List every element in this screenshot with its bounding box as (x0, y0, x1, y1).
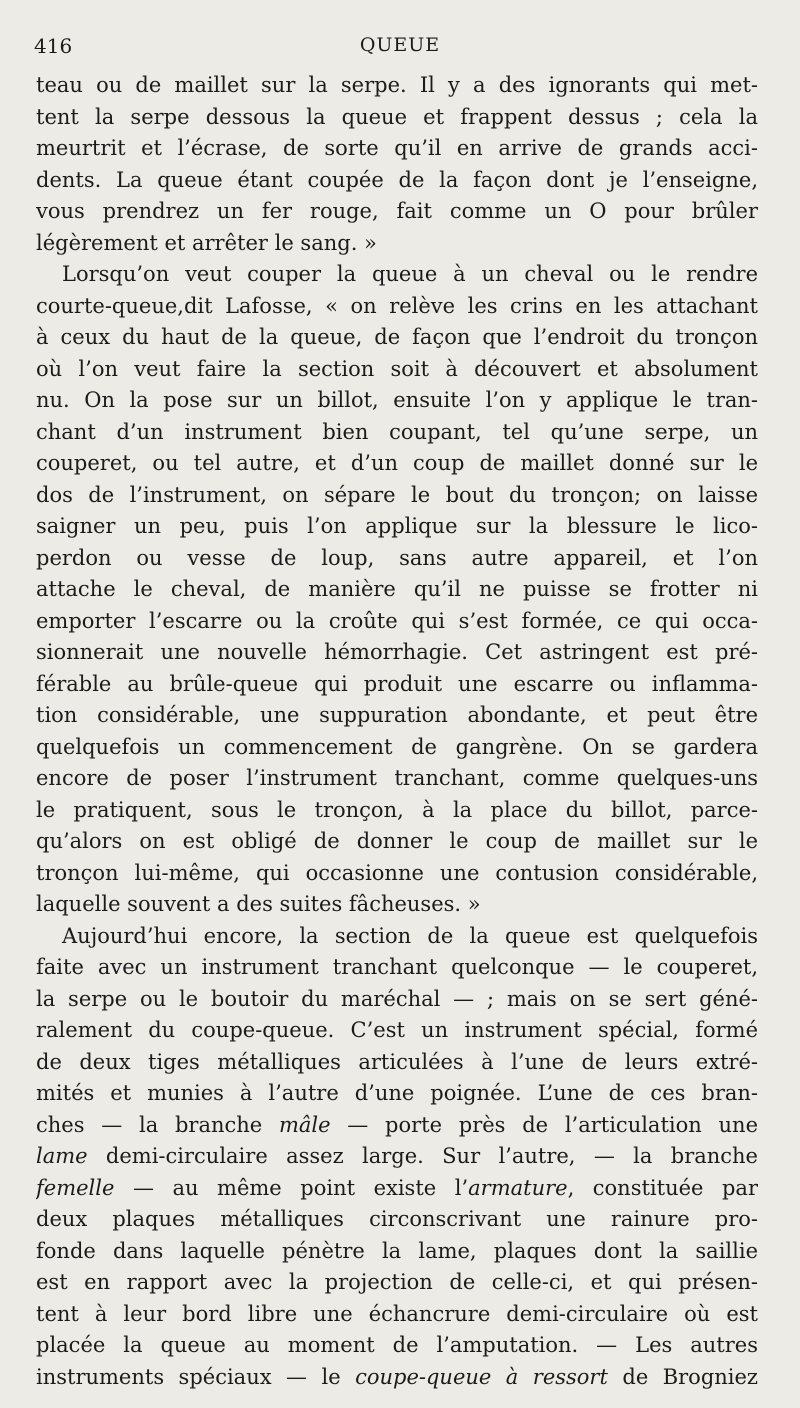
italic-term: armature (468, 1175, 568, 1200)
text-line (36, 574, 758, 606)
page-number: 416 (34, 34, 73, 58)
text-line (36, 1299, 758, 1331)
text-line (36, 196, 758, 228)
text-line (36, 952, 758, 984)
text-segment: nu. On la pose sur un billot, ensuite l’on y applique le tran- (36, 388, 758, 412)
text-segment: saigner un peu, puis l’on applique sur la blessure le lico- (36, 514, 758, 538)
text-segment: perdon ou vesse de loup, sans autre appareil, et l’on (36, 545, 758, 570)
text-line (36, 511, 758, 543)
text-segment: ralement du coupe-queue. C’est un instrument spécial, formé (36, 1018, 758, 1042)
text-segment: qu’alors on est obligé de donner le coup de maillet sur le (36, 829, 758, 853)
text-segment: instruments spéciaux — le (36, 1364, 341, 1389)
text-line (36, 133, 758, 165)
text-line (36, 669, 758, 701)
text-segment: faite avec un instrument tranchant quelconque — le couperet, (36, 955, 758, 979)
italic-term: lame (36, 1144, 88, 1168)
text-segment: de deux tiges métalliques articulées à l’une de leurs extré- (36, 1049, 758, 1074)
text-segment: le pratiquent, sous le tronçon, à la place du billot, parce- (36, 797, 758, 822)
text-segment: mités et munies à l’autre d’une poignée. L’une de ces bran- (36, 1081, 758, 1105)
text-segment: tent à leur bord libre une échancrure demi-circulaire où est (36, 1301, 758, 1326)
text-line (36, 385, 758, 417)
text-line (36, 322, 758, 354)
text-line (36, 448, 758, 480)
text-segment: couperet, ou tel autre, et d’un coup de maillet donné sur le (36, 451, 758, 475)
text-line (36, 606, 758, 638)
page-header (34, 34, 766, 64)
text-segment: vous prendrez un fer rouge, fait comme un O pour brûler (36, 199, 758, 223)
text-segment: chant d’un instrument bien coupant, tel qu’une serpe, un (36, 419, 758, 444)
text-line (36, 102, 758, 134)
text-segment: — porte près de l’articulation une (330, 1112, 758, 1137)
text-line (36, 1141, 758, 1173)
text-line (36, 1204, 758, 1236)
text-segment: emporter l’escarre ou la croûte qui s’est formée, ce qui occa- (36, 608, 758, 633)
text-line (36, 165, 758, 197)
text-line (36, 1173, 758, 1205)
text-segment: demi-circulaire assez large. Sur l’autre, — la branche (87, 1144, 758, 1168)
italic-term: femelle (36, 1175, 115, 1200)
text-segment: tronçon lui-même, qui occasionne une contusion considérable, (36, 860, 758, 885)
text-line (36, 795, 758, 827)
text-segment: attache le cheval, de manière qu’il ne puisse se frotter ni (36, 577, 758, 601)
text-line (36, 1236, 758, 1268)
running-head: QUEUE (359, 34, 441, 56)
text-segment: sionnerait une nouvelle hémorrhagie. Cet astringent est pré- (36, 640, 758, 664)
text-line (36, 1110, 758, 1142)
text-segment: ches — la branche (36, 1112, 263, 1137)
text-segment: où l’on veut faire la section soit à découvert et absolument (36, 356, 758, 381)
text-line (36, 637, 758, 669)
text-line (36, 858, 758, 890)
text-segment: Lorsqu’on veut couper la queue à un cheval ou le rendre (62, 262, 758, 286)
text-line (36, 826, 758, 858)
text-segment: à ceux du haut de la queue, de façon que l’endroit du tronçon (36, 325, 758, 349)
text-segment: fonde dans laquelle pénètre la lame, plaques dont la saillie (36, 1238, 758, 1263)
text-line (36, 543, 758, 575)
text-line (36, 228, 758, 260)
body-text (36, 70, 758, 1393)
text-segment: est en rapport avec la projection de celle-ci, et qui présen- (36, 1270, 758, 1294)
text-line (36, 291, 758, 323)
text-segment: encore de poser l’instrument tranchant, comme quelques-uns (36, 766, 758, 790)
text-segment: dents. La queue étant coupée de la façon dont je l’enseigne, (36, 167, 758, 192)
text-line (36, 889, 758, 921)
text-line (36, 700, 758, 732)
text-line (36, 1267, 758, 1299)
text-segment: tion considérable, une suppuration abondante, et peut être (36, 703, 758, 727)
text-segment: légèrement et arrêter le sang. » (36, 230, 377, 255)
text-segment: la serpe ou le boutoir du maréchal — ; mais on se sert géné- (36, 986, 758, 1011)
text-line (36, 984, 758, 1016)
text-line (36, 1362, 758, 1394)
text-line (36, 732, 758, 764)
text-segment: quelquefois un commencement de gangrène. On se gardera (36, 734, 758, 759)
text-segment: — au même point existe l’ (114, 1175, 469, 1200)
text-segment: , constituée par (567, 1175, 758, 1200)
text-line (36, 417, 758, 449)
text-segment: teau ou de maillet sur la serpe. Il y a des ignorants qui met- (36, 73, 758, 97)
text-segment: dos de l’instrument, on sépare le bout du tronçon; on laisse (36, 482, 758, 507)
text-line (36, 763, 758, 795)
text-line (36, 480, 758, 512)
text-segment: meurtrit et l’écrase, de sorte qu’il en arrive de grands acci- (36, 136, 758, 160)
text-line (36, 1078, 758, 1110)
text-line (36, 259, 758, 291)
text-segment: de Brogniez (607, 1364, 758, 1389)
italic-term: coupe-queue à ressort (340, 1364, 608, 1389)
text-line (36, 70, 758, 102)
text-line (36, 354, 758, 386)
text-segment: férable au brûle-queue qui produit une escarre ou inflamma- (36, 671, 758, 696)
text-segment: Aujourd’hui encore, la section de la queue est quelquefois (62, 923, 758, 948)
text-segment: courte-queue,dit Lafosse, « on relève les crins en les attachant (36, 293, 758, 318)
text-line (36, 1330, 758, 1362)
text-segment: tent la serpe dessous la queue et frappent dessus ; cela la (36, 104, 758, 129)
text-segment: deux plaques métalliques circonscrivant une rainure pro- (36, 1207, 758, 1231)
text-line (36, 921, 758, 953)
text-segment: laquelle souvent a des suites fâcheuses. » (36, 892, 481, 916)
italic-term: mâle (262, 1112, 331, 1137)
text-segment: placée la queue au moment de l’amputation. — Les autres (36, 1333, 758, 1357)
text-line (36, 1047, 758, 1079)
text-line (36, 1015, 758, 1047)
